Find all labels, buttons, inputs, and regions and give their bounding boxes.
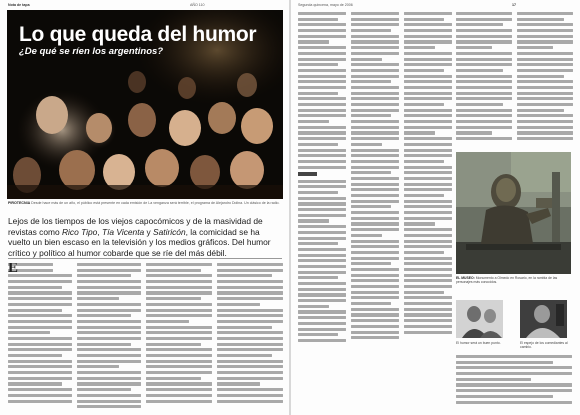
hero-photo	[7, 10, 283, 199]
article-subtitle: ¿De qué se ríen los argentinos?	[19, 46, 164, 57]
right-header-page: 17	[512, 3, 516, 7]
lede-divider	[8, 258, 282, 259]
statue-photo-art	[456, 152, 571, 274]
article-lede	[8, 216, 282, 258]
thumbnail-photo-1	[456, 300, 503, 338]
hero-caption-text: Desde hace más de un año, el público está presente en cada emisión de La venganza será terrible, el programa de Alejandro Dolina. Un clásico de la radio.	[31, 201, 280, 205]
left-header-section: Nota de tapa	[8, 3, 30, 7]
thumbnail-art-1	[456, 300, 503, 338]
right-body-column-5	[517, 12, 573, 148]
right-body-column-4	[456, 12, 512, 148]
statue-caption-text: Monumento a Olmedo en Rosario, en la rambla de las personajes más conocidos.	[456, 276, 558, 284]
statue-caption	[456, 276, 572, 284]
thumbnail-caption-1: El humor será un buen punto.	[456, 341, 501, 345]
statue-caption-label: EL MUSEO:	[456, 276, 475, 280]
right-body-column-3	[404, 12, 452, 352]
thumbnail-photo-2	[520, 300, 567, 338]
right-header-date: Segunda quincena, mayo de 2006	[298, 3, 353, 7]
lede-text: Lejos de los tiempos de los viejos capocómicos y de la masividad de revistas como Rico Tipo, Tía Vicenta y Satiricón, la comicidad se ha vuelto un bien escaso en la televisión y los medios gráficos. Del humor crítico y político al humor cobarde que se ríe del más débil.	[8, 216, 271, 258]
left-header-info: AÑO 110	[190, 3, 205, 7]
hero-caption-label: PIROTECNIA	[8, 201, 31, 205]
right-body-bottom	[456, 355, 572, 411]
body-column-4	[217, 263, 283, 411]
body-column-1	[8, 263, 72, 411]
body-column-3	[146, 263, 212, 411]
hero-caption	[8, 201, 283, 205]
thumbnail-caption-2: El espejo de los comediantes al cambio.	[520, 341, 568, 349]
right-page	[291, 0, 580, 415]
right-body-column-1	[298, 12, 346, 352]
thumbnail-art-2	[520, 300, 567, 338]
drop-cap: E	[8, 263, 19, 276]
body-column-2	[77, 263, 141, 411]
statue-photo	[456, 152, 571, 274]
article-title: Lo que queda del humor	[19, 23, 257, 46]
right-body-column-2	[351, 12, 399, 352]
